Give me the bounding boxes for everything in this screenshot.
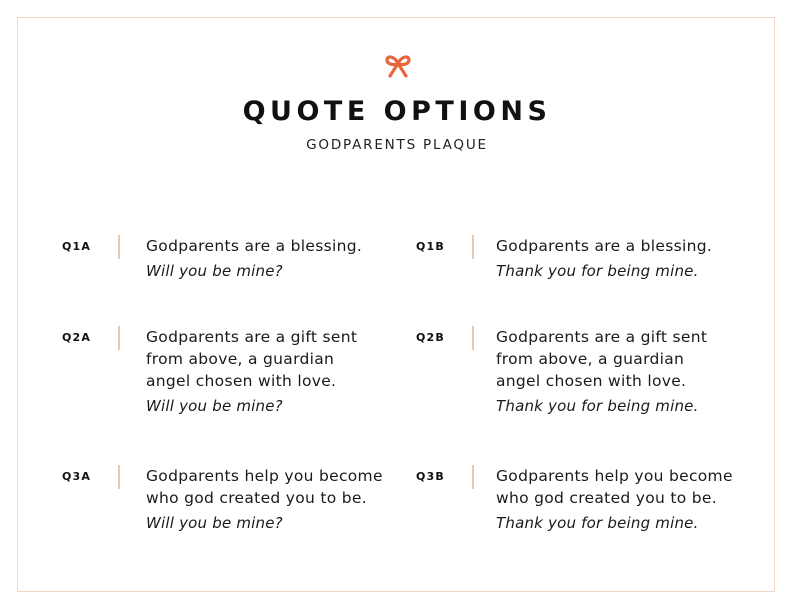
quote-text (146, 326, 396, 417)
quote-text (146, 235, 396, 282)
quote-line: Godparents help you become (146, 467, 383, 485)
quote-id: Q2A (62, 331, 92, 344)
quote-divider (472, 326, 474, 350)
quote-line: angel chosen with love. (496, 372, 687, 390)
quote-text (146, 465, 396, 534)
quote-id: Q3A (62, 470, 92, 483)
quote-divider (118, 326, 120, 350)
page-title: QUOTE OPTIONS (242, 96, 552, 127)
quote-text (496, 235, 746, 282)
quote-sign-off: Thank you for being mine. (496, 262, 699, 280)
quote-id: Q1A (62, 240, 92, 253)
quote-divider (118, 235, 120, 259)
quote-line: Godparents help you become (496, 467, 733, 485)
quote-text (496, 465, 746, 534)
quote-sign-off: Thank you for being mine. (496, 514, 699, 532)
quote-line: who god created you to be. (146, 489, 367, 507)
quote-sign-off: Will you be mine? (146, 397, 283, 415)
quote-line: Godparents are a gift sent (496, 328, 708, 346)
quote-line: from above, a guardian (146, 350, 335, 368)
quote-id: Q1B (416, 240, 445, 253)
quote-line: Godparents are a gift sent (146, 328, 358, 346)
page-subtitle: GODPARENTS PLAQUE (306, 137, 488, 153)
quote-sign-off: Will you be mine? (146, 262, 283, 280)
quote-line: angel chosen with love. (146, 372, 337, 390)
quote-id: Q3B (416, 470, 445, 483)
quote-text (496, 326, 746, 417)
quote-id: Q2B (416, 331, 445, 344)
quote-line: from above, a guardian (496, 350, 685, 368)
quote-divider (472, 465, 474, 489)
quote-line: Godparents are a blessing. (146, 237, 363, 255)
quote-sign-off: Thank you for being mine. (496, 397, 699, 415)
quote-line: Godparents are a blessing. (496, 237, 713, 255)
bow-icon (383, 53, 413, 79)
quote-sign-off: Will you be mine? (146, 514, 283, 532)
quote-line: who god created you to be. (496, 489, 717, 507)
quote-divider (118, 465, 120, 489)
quote-divider (472, 235, 474, 259)
